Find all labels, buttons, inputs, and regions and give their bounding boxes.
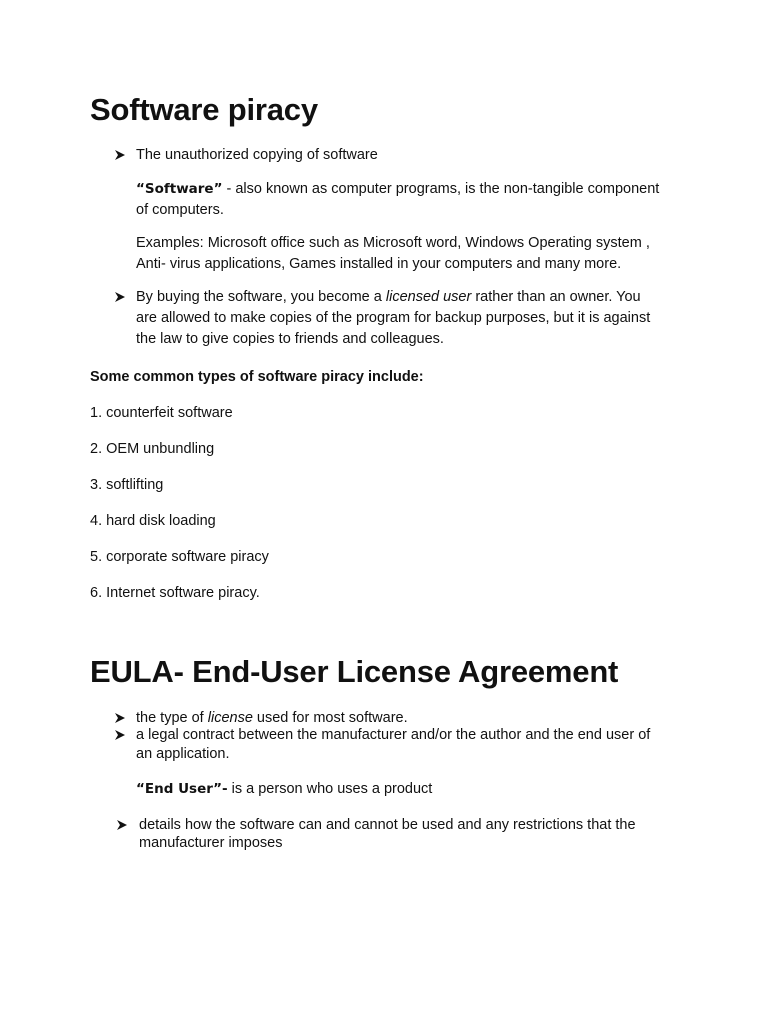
end-user-definition: [136, 779, 432, 800]
examples-line-1: Examples: Microsoft office such as Microsoft word, Windows Operating system ,: [136, 235, 650, 251]
bullet-text-part: used for most software.: [252, 710, 408, 726]
section-title-software-piracy: Software piracy: [90, 92, 318, 127]
arrowhead-bullet-icon: [114, 729, 126, 741]
arrowhead-bullet-icon: [114, 291, 126, 303]
definition-text: - also known as computer programs, is the non-tangible component: [222, 181, 660, 197]
section-title-eula: EULA- End-User License Agreement: [90, 654, 619, 689]
bullet-text-part: the type of: [136, 710, 208, 726]
examples-line-2: Anti- virus applications, Games installed in your computers and many more.: [136, 256, 622, 272]
list-item: 3. softlifting: [90, 477, 164, 493]
bullet-text-line-1: details how the software can and cannot be used and any restrictions that the: [139, 817, 636, 833]
piracy-types-heading: Some common types of software piracy include:: [90, 369, 424, 385]
bullet-text-line-3: the law to give copies to friends and colleagues.: [136, 331, 444, 347]
bullet-text-line-2: manufacturer imposes: [139, 835, 283, 851]
list-item: 5. corporate software piracy: [90, 549, 269, 565]
bullet-text-part: By buying the software, you become a: [136, 289, 386, 305]
definition-term: “End User”-: [136, 781, 228, 797]
emphasis-license: license: [207, 710, 253, 726]
bullet-text-line-2: an application.: [136, 746, 230, 762]
arrowhead-bullet-icon: [116, 819, 128, 831]
definition-term: “Software”: [136, 181, 223, 197]
bullet-text-part: rather than an owner. You: [471, 289, 641, 305]
emphasis-licensed-user: licensed user: [385, 289, 472, 305]
software-definition-line-1: [136, 179, 659, 200]
list-item: 2. OEM unbundling: [90, 441, 215, 457]
definition-text: is a person who uses a product: [227, 781, 433, 797]
bullet-text-line-1: a legal contract between the manufacturer and/or the author and the end user of: [136, 727, 651, 743]
list-item: 6. Internet software piracy.: [90, 585, 260, 601]
software-definition-line-2: of computers.: [136, 202, 224, 218]
list-item: 4. hard disk loading: [90, 513, 216, 529]
list-item: 1. counterfeit software: [90, 405, 233, 421]
arrowhead-bullet-icon: [114, 149, 126, 161]
bullet-text-line-2: are allowed to make copies of the program for backup purposes, but it is against: [136, 310, 651, 326]
arrowhead-bullet-icon: [114, 712, 126, 724]
bullet-text-line-1: [136, 287, 641, 308]
bullet-text: The unauthorized copying of software: [136, 147, 378, 163]
